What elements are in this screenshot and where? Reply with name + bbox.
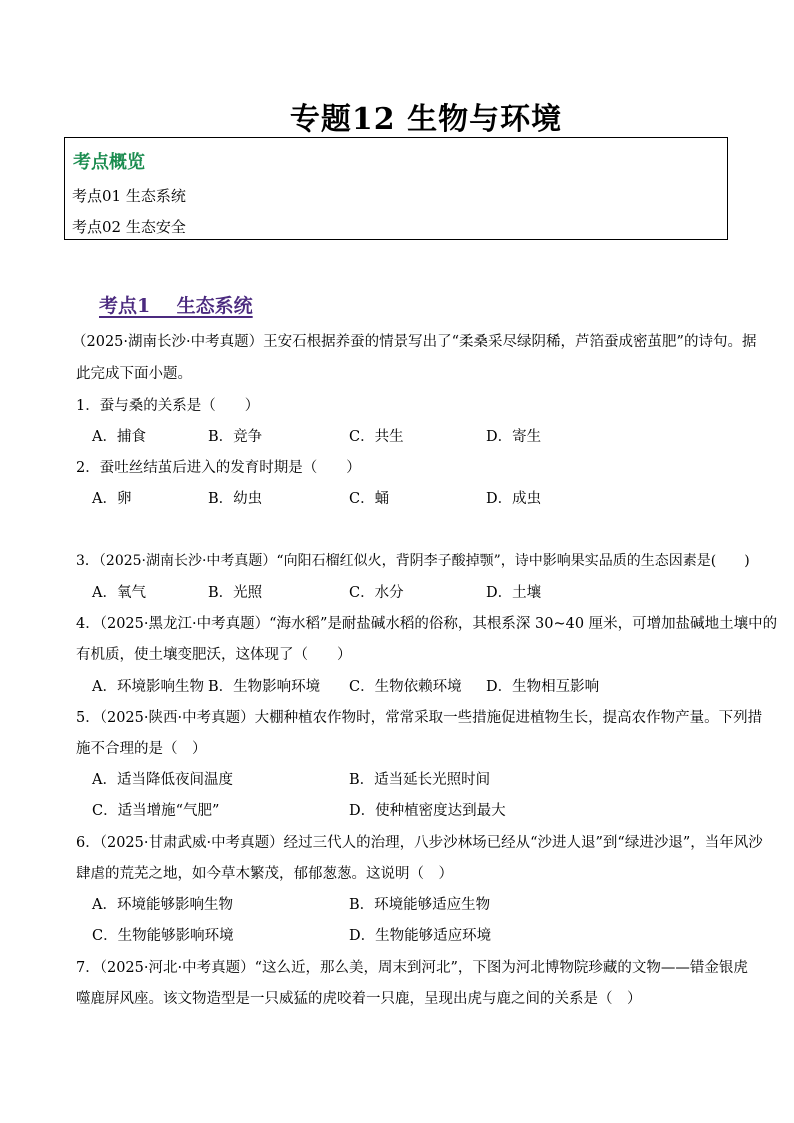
q2-option-d: D．成虫 bbox=[486, 491, 542, 507]
q4-option-b: B．生物影响环境 bbox=[208, 679, 321, 695]
q5-line-2: 施不合理的是（ ） bbox=[76, 741, 207, 757]
q5-option-b: B．适当延长光照时间 bbox=[349, 772, 491, 788]
q6-line-1: 6．（2025·甘肃武威·中考真题）经过三代人的治理，八步沙林场已经从“沙进人退”到“绿进沙退”，当年风沙 bbox=[76, 835, 763, 851]
q2-stem: 2．蚕吐丝结茧后进入的发育时期是（ ） bbox=[76, 460, 361, 476]
q3-option-c: C．水分 bbox=[349, 585, 404, 601]
q3-option-d: D．土壤 bbox=[486, 585, 542, 601]
section-title: 考点1 生态系统 bbox=[99, 295, 253, 317]
q5-option-c: C．适当增施“气肥” bbox=[92, 803, 220, 819]
q3-option-a: A．氧气 bbox=[92, 585, 146, 601]
q4-option-d: D．生物相互影响 bbox=[486, 679, 600, 695]
overview-item-1: 考点01 生态系统 bbox=[72, 187, 186, 205]
q3-option-b: B．光照 bbox=[208, 585, 263, 601]
q6-option-d: D．生物能够适应环境 bbox=[349, 928, 492, 944]
q2-option-b: B．幼虫 bbox=[208, 491, 263, 507]
overview-box bbox=[64, 137, 728, 240]
q2-option-a: A．卵 bbox=[92, 491, 132, 507]
q5-line-1: 5．（2025·陕西·中考真题）大棚种植农作物时，常常采取一些措施促进植物生长，提高农作物产量。下列措 bbox=[76, 710, 763, 726]
overview-item-2: 考点02 生态安全 bbox=[72, 218, 186, 236]
overview-heading: 考点概览 bbox=[73, 152, 145, 173]
q4-line-1: 4．（2025·黑龙江·中考真题）“海水稻”是耐盐碱水稻的俗称，其根系深 30~40 厘米，可增加盐碱地土壤中的 bbox=[76, 616, 778, 632]
q1-stem: 1．蚕与桑的关系是（ ） bbox=[76, 398, 260, 414]
q6-option-b: B．环境能够适应生物 bbox=[349, 897, 491, 913]
q2-option-c: C．蛹 bbox=[349, 491, 390, 507]
q6-option-c: C．生物能够影响环境 bbox=[92, 928, 234, 944]
intro-line-2: 此完成下面小题。 bbox=[76, 366, 192, 382]
q1-option-c: C．共生 bbox=[349, 429, 404, 445]
q3-stem: 3．（2025·湖南长沙·中考真题）“向阳石榴红似火，背阴李子酸掉颚”，诗中影响果实品质的生态因素是( ) bbox=[76, 553, 750, 569]
q4-option-a: A．环境影响生物 bbox=[92, 679, 204, 695]
q1-option-b: B．竞争 bbox=[208, 429, 263, 445]
q5-option-d: D．使种植密度达到最大 bbox=[349, 803, 506, 819]
q4-option-c: C．生物依赖环境 bbox=[349, 679, 462, 695]
q7-line-1: 7．（2025·河北·中考真题）“这么近，那么美，周末到河北”，下图为河北博物院珍藏的文物——错金银虎 bbox=[76, 960, 748, 976]
q7-line-2: 噬鹿屏风座。该文物造型是一只威猛的虎咬着一只鹿，呈现出虎与鹿之间的关系是（ ） bbox=[76, 991, 642, 1007]
q1-option-a: A．捕食 bbox=[92, 429, 146, 445]
q6-line-2: 肆虐的荒芜之地，如今草木繁茂，郁郁葱葱。这说明（ ） bbox=[76, 866, 453, 882]
q4-line-2: 有机质，使土壤变肥沃，这体现了（ ） bbox=[76, 647, 352, 663]
page-title: 专题12 生物与环境 bbox=[289, 102, 563, 137]
q6-option-a: A．环境能够影响生物 bbox=[92, 897, 233, 913]
intro-line-1: （2025·湖南长沙·中考真题）王安石根据养蚕的情景写出了“柔桑采尽绿阴稀，芦箔蚕成密茧肥”的诗句。据 bbox=[72, 334, 757, 350]
q1-option-d: D．寄生 bbox=[486, 429, 542, 445]
q5-option-a: A．适当降低夜间温度 bbox=[92, 772, 233, 788]
